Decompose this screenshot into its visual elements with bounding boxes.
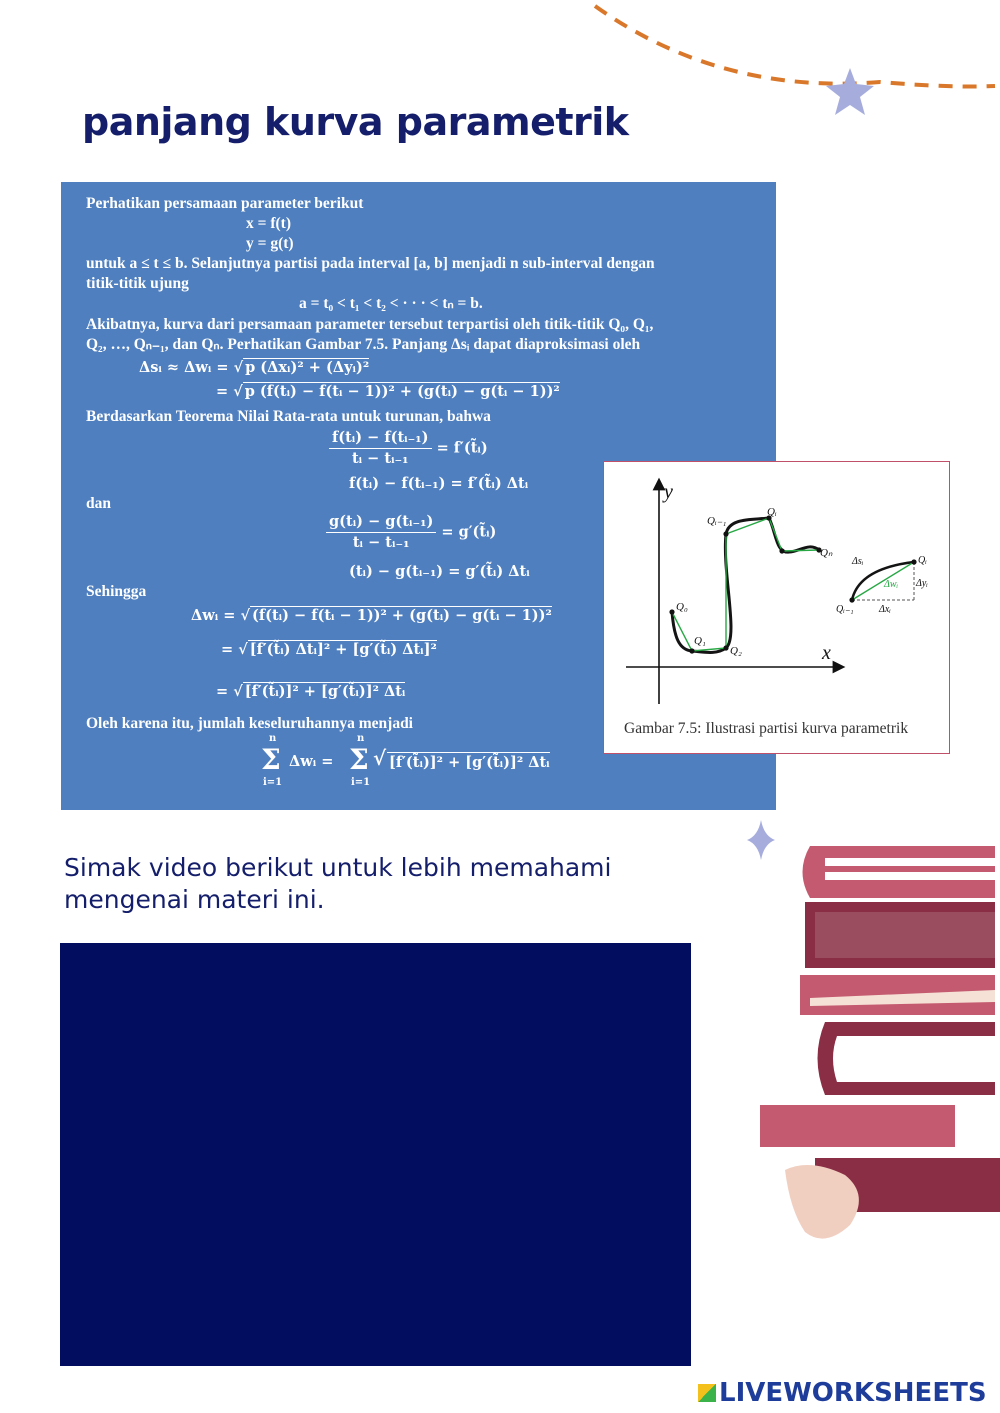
mvt-g-fraction <box>326 512 496 553</box>
logo-text: LIVEWORKSHEETS <box>719 1378 987 1408</box>
sigma-icon: Σ <box>349 743 369 776</box>
arc-length-approx <box>139 358 369 378</box>
point-label: Qₙ <box>820 547 833 559</box>
curve-diagram <box>604 462 949 712</box>
sum-lower: i=1 <box>263 777 283 788</box>
page-title: panjang kurva parametrik <box>82 100 629 144</box>
dw-line-1 <box>191 606 552 626</box>
dw-radicand-3: [f′(t̃ᵢ)]² + [g′(t̃ᵢ)]² Δtᵢ <box>244 683 406 700</box>
video-embed[interactable] <box>60 943 691 1366</box>
sum-lower: i=1 <box>351 777 371 788</box>
video-instruction <box>64 852 612 916</box>
equation-x: x = f(t) <box>246 215 291 232</box>
radical-sign: √ <box>238 641 248 658</box>
equation-y: y = g(t) <box>246 235 294 252</box>
sum-radicand: [f′(t̃ᵢ)]² + [g′(t̃ᵢ)]² Δtᵢ <box>389 754 550 771</box>
sum-lhs: Δwᵢ = <box>289 753 334 770</box>
eq2-lhs: = <box>216 383 234 400</box>
dw-eq: = <box>221 641 239 658</box>
partition-chords <box>672 518 819 651</box>
radical-sign: √ <box>240 607 250 624</box>
text-dan: dan <box>86 495 111 512</box>
inset-label: Δwᵢ <box>884 579 899 590</box>
radical-sign: √ <box>233 359 244 376</box>
partition-equation: a = t₀ < t₁ < t₂ < · · · < tₙ = b. <box>299 295 483 312</box>
sum-upper: n <box>269 733 277 744</box>
inset-label: Δyᵢ <box>916 578 928 589</box>
text-line: Perhatikan persamaan parameter berikut <box>86 195 364 212</box>
point-label: Q₂ <box>730 645 742 657</box>
point-label: Qᵢ <box>767 506 777 518</box>
y-axis-label: y <box>664 481 673 503</box>
inset-label: Qᵢ <box>918 555 927 566</box>
instruction-line: mengenai materi ini. <box>64 885 325 914</box>
partition-points <box>669 515 821 653</box>
point-label: Q₁ <box>694 635 706 647</box>
radical-sign: √ <box>373 746 387 770</box>
radical-sign: √ <box>233 383 243 400</box>
mvt-g-rhs: = g′(t̃ᵢ) <box>441 523 497 541</box>
liveworksheets-logo[interactable] <box>698 1378 987 1408</box>
text-sehingga: Sehingga <box>86 583 147 600</box>
eq1-radicand: p (Δxᵢ)² + (Δyᵢ)² <box>245 359 370 376</box>
text-line: Q₂, …, Qₙ₋₁, dan Qₙ. Perhatikan Gambar 7.5. Panjang Δsᵢ dapat diaproksimasi oleh <box>86 336 641 353</box>
dw-lhs: Δwᵢ = <box>191 607 241 624</box>
mvt-f-fraction <box>329 428 488 469</box>
mvt-f-numerator: f(tᵢ) − f(tᵢ₋₁) <box>329 428 432 449</box>
mvt-g-line: (tᵢ) − g(tᵢ₋₁) = g′(t̃ᵢ) Δtᵢ <box>349 563 530 580</box>
eq1-lhs: Δsᵢ ≈ Δwᵢ = <box>139 359 234 376</box>
eq2-radicand: p (f(tᵢ) − f(tᵢ − 1))² + (g(tᵢ) − g(tᵢ − 1))² <box>244 383 560 400</box>
inset-point <box>849 597 854 602</box>
sum-upper: n <box>357 733 365 744</box>
dw-line-2 <box>221 640 437 660</box>
text-line: Akibatnya, kurva dari persamaan parameter tersebut terpartisi oleh titik-titik Q₀, Q₁, <box>86 316 654 333</box>
figure-partition-curve <box>603 461 950 754</box>
x-axis-label: x <box>822 642 831 664</box>
point-label: Q₀ <box>676 601 688 613</box>
text-line: Berdasarkan Teorema Nilai Rata-rata untuk turunan, bahwa <box>86 408 491 425</box>
radical-sign: √ <box>233 683 243 700</box>
text-line: untuk a ≤ t ≤ b. Selanjutnya partisi pada interval [a, b] menjadi n sub-interval dengan <box>86 255 655 272</box>
sigma-icon: Σ <box>261 743 281 776</box>
text-line: Oleh karena itu, jumlah keseluruhannya menjadi <box>86 715 413 732</box>
point-label: Qᵢ₋₁ <box>707 515 727 527</box>
dw-radicand-2: [f′(t̃ᵢ) Δtᵢ]² + [g′(t̃ᵢ) Δtᵢ]² <box>249 641 437 658</box>
inset-point <box>911 559 916 564</box>
inset-label: Δsᵢ <box>852 556 864 567</box>
mvt-g-numerator: g(tᵢ) − g(tᵢ₋₁) <box>326 512 436 533</box>
logo-icon <box>698 1384 716 1402</box>
mvt-f-denominator: tᵢ − tᵢ₋₁ <box>351 450 409 467</box>
dw-eq: = <box>216 683 234 700</box>
dw-line-3 <box>216 682 405 702</box>
sum-formula <box>261 734 591 794</box>
inset-label: Δxᵢ <box>879 604 891 615</box>
mvt-g-denominator: tᵢ − tᵢ₋₁ <box>352 534 410 551</box>
text-line: titik-titik ujung <box>86 275 189 292</box>
star-icon <box>826 68 874 115</box>
dashed-arc-decoration <box>580 0 1000 140</box>
figure-caption: Gambar 7.5: Ilustrasi partisi kurva parametrik <box>624 720 909 737</box>
mvt-f-line: f(tᵢ) − f(tᵢ₋₁) = f′(t̃ᵢ) Δtᵢ <box>349 475 529 492</box>
arc-length-expanded <box>216 382 560 402</box>
parametric-curve <box>672 518 819 653</box>
instruction-line: Simak video berikut untuk lebih memahami <box>64 853 612 882</box>
inset-label: Qᵢ₋₁ <box>836 604 854 615</box>
mvt-f-rhs: = f′(t̃ᵢ) <box>436 439 488 457</box>
dw-radicand-1: (f(tᵢ) − f(tᵢ − 1))² + (g(tᵢ) − g(tᵢ − 1))² <box>251 607 552 624</box>
book-stack-illustration <box>755 840 1000 1260</box>
